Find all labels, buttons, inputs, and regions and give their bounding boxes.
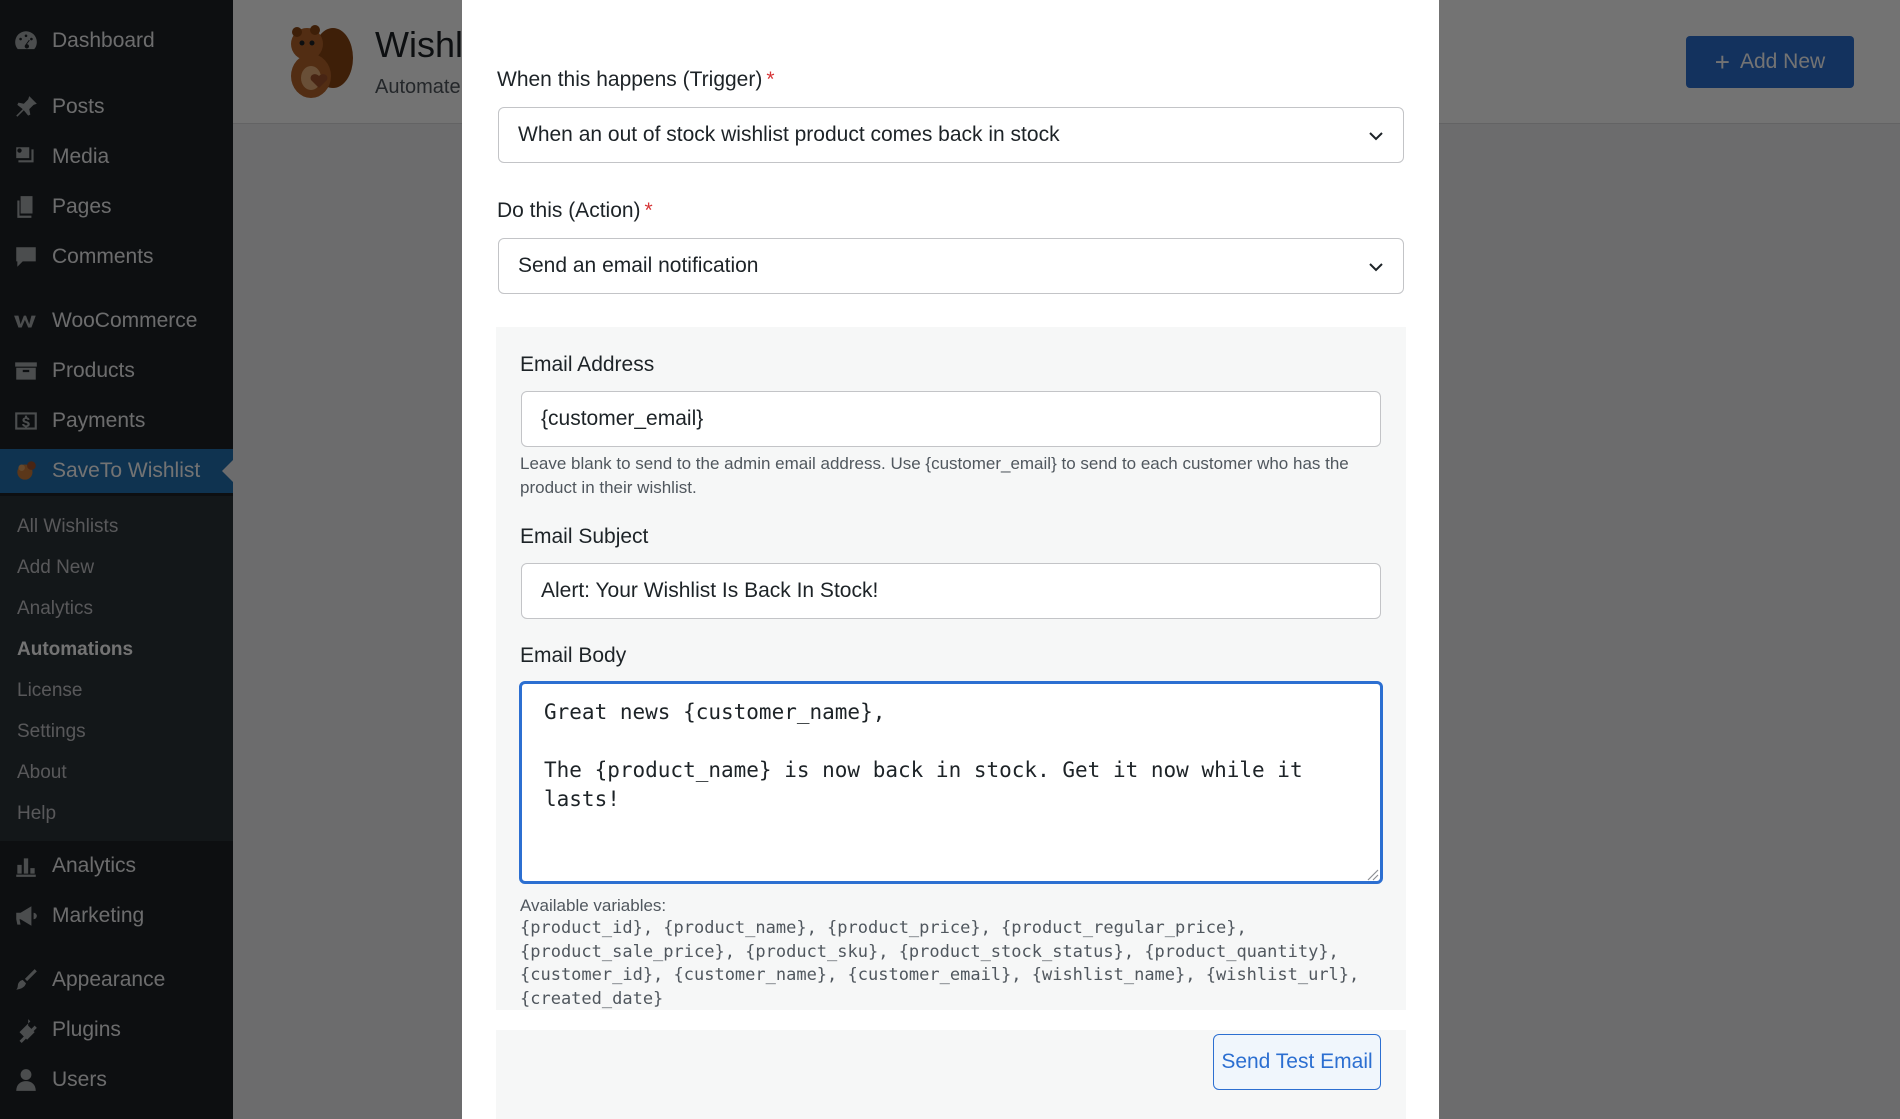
email-subject-input[interactable]: Alert: Your Wishlist Is Back In Stock!: [521, 563, 1381, 619]
action-select[interactable]: [498, 238, 1404, 294]
chevron-down-icon: [1367, 127, 1385, 145]
email-body-textarea[interactable]: Great news {customer_name}, The {product_name} is now back in stock. Get it now while it lasts!: [519, 681, 1383, 884]
email-address-input[interactable]: {customer_email}: [521, 391, 1381, 447]
variables-list: {product_id}, {product_name}, {product_price}, {product_regular_price}, {product_sale_price}, {product_sku}, {product_stock_status}, {product_quantity}, {customer_id}, {customer_name}, {customer_email}, {wishlist_name}, {wishlist_url}, {created_date}: [520, 918, 1360, 1009]
trigger-label: [497, 68, 775, 92]
chevron-down-icon: [1367, 258, 1385, 276]
action-label-text: Do this (Action): [497, 199, 641, 222]
email-address-help: Leave blank to send to the admin email address. Use {customer_email} to send to each customer who has the product in their wishlist.: [520, 454, 1349, 497]
action-label: [497, 199, 653, 223]
resize-handle-icon[interactable]: [1365, 867, 1379, 881]
test-email-footer: [496, 1030, 1406, 1119]
required-mark: *: [644, 199, 653, 222]
email-address-label: Email Address: [520, 353, 655, 376]
trigger-label-text: When this happens (Trigger): [497, 68, 763, 91]
automation-modal: [462, 0, 1439, 1119]
trigger-select[interactable]: [498, 107, 1404, 163]
email-body-label: Email Body: [520, 644, 627, 667]
action-select-value: Send an email notification: [518, 254, 759, 277]
trigger-select-value: When an out of stock wishlist product comes back in stock: [518, 123, 1060, 146]
variables-label: Available variables:: [520, 896, 667, 915]
required-mark: *: [766, 68, 775, 91]
email-subject-label: Email Subject: [520, 525, 649, 548]
send-test-email-button[interactable]: Send Test Email: [1213, 1034, 1381, 1090]
